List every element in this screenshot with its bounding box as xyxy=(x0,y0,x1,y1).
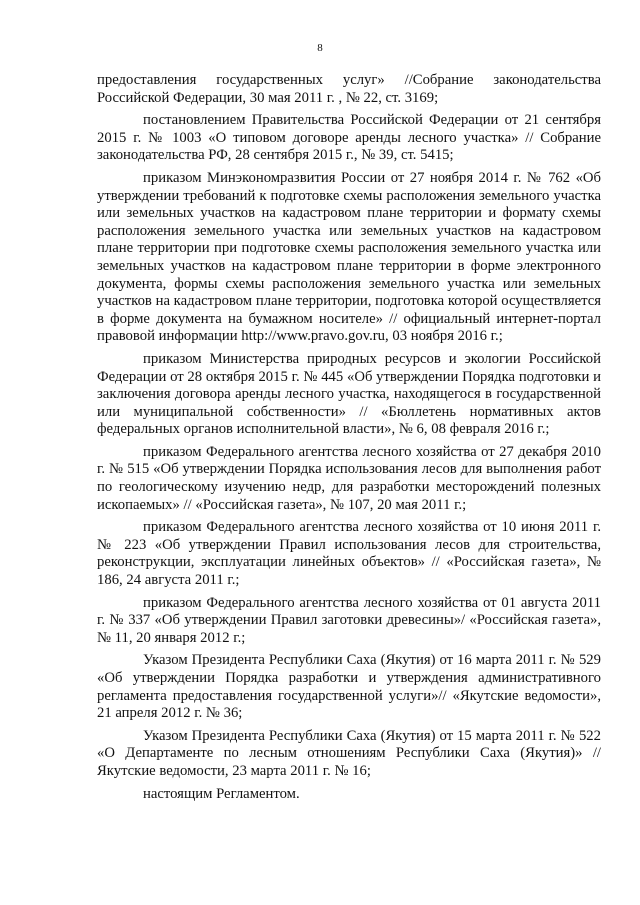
paragraph-10: настоящим Регламентом. xyxy=(143,785,300,802)
paragraph-6: приказом Федерального агентства лесного хозяйства от 10 июня 2011 г. № 223 «Об утверждении Правил использования лесов для строительства, реконструкции, эксплуатации линейных объектов» // «Российская газета», № 186, 24 августа 2011 г.; xyxy=(97,519,601,589)
page-number: 8 xyxy=(317,42,323,54)
paragraph-8: Указом Президента Республики Саха (Якутия) от 16 марта 2011 г. № 529 «Об утверждении Порядка разработки и утверждения административного регламента предоставления государственной услуги»// «Якутские ведомости», 21 апреля 2012 г. № 36; xyxy=(97,652,601,722)
paragraph-4: приказом Министерства природных ресурсов и экологии Российской Федерации от 28 октября 2015 г. № 445 «Об утверждении Порядка подготовки и заключения договора аренды лесного участка, находящегося в государственной или муниципальной собственности» // «Бюллетень нормативных актов федеральных органов исполнительной власти», № 6, 08 февраля 2016 г.; xyxy=(97,350,601,438)
paragraph-7: приказом Федерального агентства лесного хозяйства от 01 августа 2011 г. № 337 «Об утверждении Правил заготовки древесины»/ «Российская газета», № 11, 20 января 2012 г.; xyxy=(97,594,601,646)
paragraph-2: постановлением Правительства Российской Федерации от 21 сентября 2015 г. № 1003 «О типовом договоре аренды лесного участка» // Собрание законодательства РФ, 28 сентября 2015 г., № 39, ст. 5415; xyxy=(97,112,601,164)
paragraph-1: предоставления государственных услуг» //Собрание законодательства Российской Федерации, 30 мая 2011 г. , № 22, ст. 3169; xyxy=(97,72,601,106)
paragraph-5: приказом Федерального агентства лесного хозяйства от 27 декабря 2010 г. № 515 «Об утверждении Порядка использования лесов для выполнения работ по геологическому изучению недр, для разработки месторождений полезных ископаемых» // «Российская газета», № 107, 20 мая 2011 г.; xyxy=(97,443,601,513)
paragraph-9: Указом Президента Республики Саха (Якутия) от 15 марта 2011 г. № 522 «О Департаменте по лесным отношениям Республики Саха (Якутия)» //Якутские ведомости, 23 марта 2011 г. № 16; xyxy=(97,727,601,779)
paragraph-3: приказом Минэкономразвития России от 27 ноября 2014 г. № 762 «Об утверждении требований к подготовке схемы расположения земельного участка или земельных участков на кадастровом плане территории и формату схемы расположения земельного участка или земельных участков на кадастровом плане территории при подготовке схемы расположения земельного участка или земельных участков на кадастровом плане территории в форме электронного документа, формы схемы расположения земельного участка или земельных участков на кадастровом плане территории, подготовка которой осуществляется в форме документа на бумажном носителе» // официальный интернет-портал правовой информации http://www.pravo.gov.ru, 03 ноября 2016 г.; xyxy=(97,169,601,345)
document-body xyxy=(97,72,601,808)
